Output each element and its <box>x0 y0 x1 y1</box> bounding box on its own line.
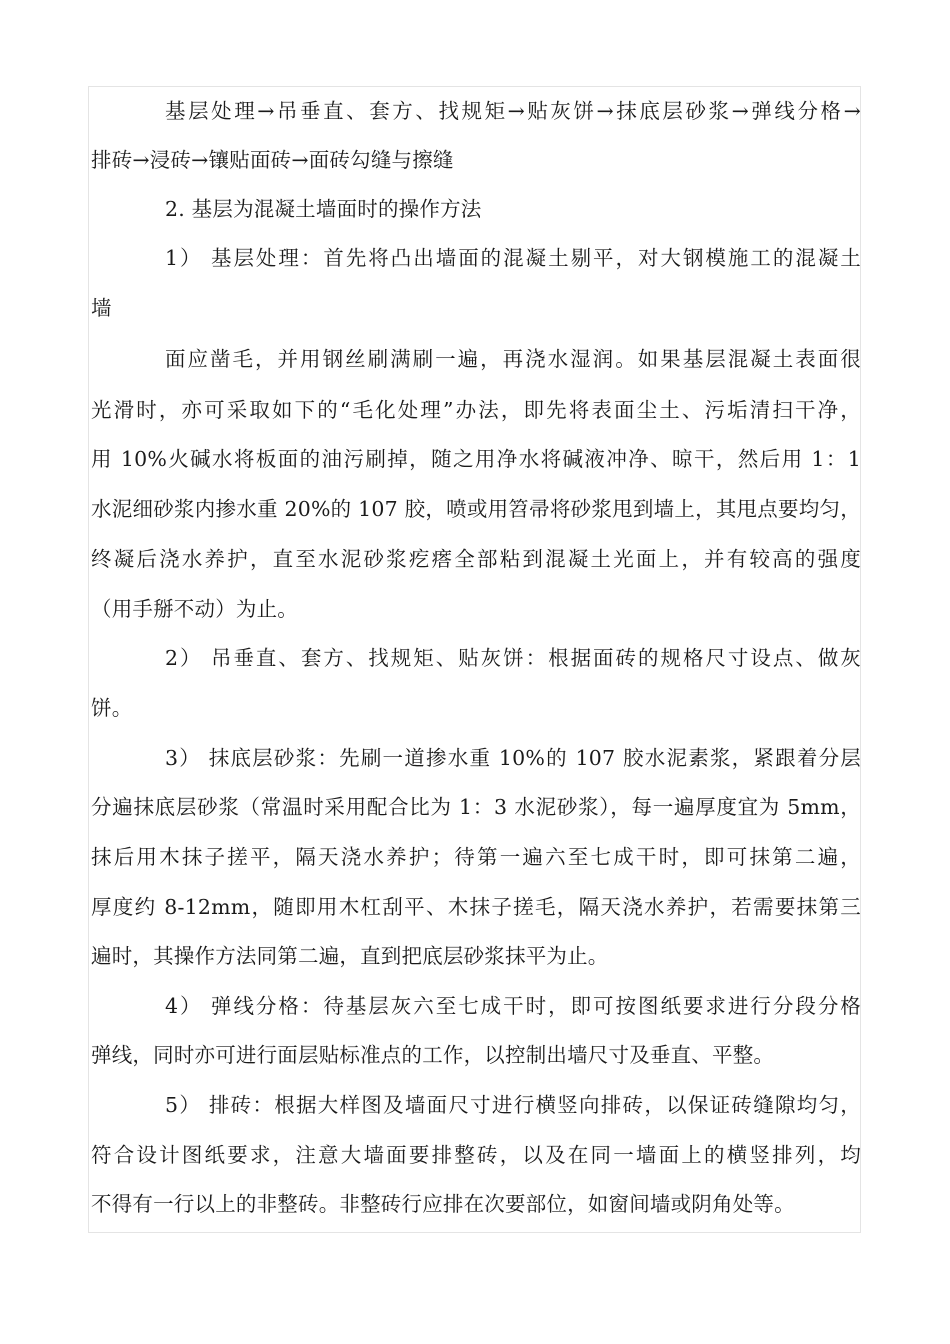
text-line-procedure-flow-cont: 排砖→浸砖→镶贴面砖→面砖勾缝与擦缝 <box>91 148 454 172</box>
step-1-para-line-6: （用手掰不动）为止。 <box>91 597 298 621</box>
step-3-line-5: 遍时，其操作方法同第二遍，直到把底层砂浆抹平为止。 <box>91 944 609 968</box>
step-1-para-line-4: 水泥细砂浆内掺水重 20%的 107 胶，喷或用笤帚将砂浆甩到墙上，其甩点要均匀， <box>91 497 861 521</box>
step-1-cont: 墙 <box>91 296 112 320</box>
step-2-plumb-square: 2） 吊垂直、套方、找规矩、贴灰饼：根据面砖的规格尺寸设点、做灰 <box>165 646 861 670</box>
step-1-para-line-2: 光滑时，亦可采取如下的“毛化处理”办法，即先将表面尘土、污垢清扫干净， <box>91 398 861 422</box>
text-line-procedure-flow: 基层处理→吊垂直、套方、找规矩→贴灰饼→抹底层砂浆→弹线分格→ <box>165 99 861 123</box>
step-1-para-line-5: 终凝后浇水养护，直至水泥砂浆疙瘩全部粘到混凝土光面上，并有较高的强度 <box>91 547 861 571</box>
step-3-line-4: 厚度约 8-12mm，随即用木杠刮平、木抹子搓毛，隔天浇水养护，若需要抹第三 <box>91 895 861 919</box>
step-2-cont: 饼。 <box>91 696 133 720</box>
step-5-line-3: 不得有一行以上的非整砖。非整砖行应排在次要部位，如窗间墙或阴角处等。 <box>91 1192 795 1216</box>
step-3-line-3: 抹后用木抹子搓平，隔天浇水养护；待第一遍六至七成干时，即可抹第二遍， <box>91 845 861 869</box>
step-1-para-line-1: 面应凿毛，并用钢丝刷满刷一遍，再浇水湿润。如果基层混凝土表面很 <box>165 347 861 371</box>
step-1-para-line-3: 用 10%火碱水将板面的油污刷掉，随之用净水将碱液冲净、晾干，然后用 1：1 <box>91 447 861 471</box>
section-heading-concrete-wall: 2. 基层为混凝土墙面时的操作方法 <box>165 197 482 221</box>
step-5-tile-layout: 5） 排砖：根据大样图及墙面尺寸进行横竖向排砖，以保证砖缝隙均匀， <box>165 1093 861 1117</box>
step-1-base-treatment: 1） 基层处理：首先将凸出墙面的混凝土剔平，对大钢模施工的混凝土 <box>165 246 861 270</box>
step-3-line-2: 分遍抹底层砂浆（常温时采用配合比为 1：3 水泥砂浆），每一遍厚度宜为 5mm， <box>91 795 861 819</box>
step-4-line-marking: 4） 弹线分格：待基层灰六至七成干时，即可按图纸要求进行分段分格 <box>165 994 861 1018</box>
step-4-line-2: 弹线，同时亦可进行面层贴标准点的工作，以控制出墙尺寸及垂直、平整。 <box>91 1043 775 1067</box>
step-3-base-mortar: 3） 抹底层砂浆：先刷一道掺水重 10%的 107 胶水泥素浆，紧跟着分层 <box>165 746 861 770</box>
step-5-line-2: 符合设计图纸要求，注意大墙面要排整砖，以及在同一墙面上的横竖排列，均 <box>91 1143 861 1167</box>
